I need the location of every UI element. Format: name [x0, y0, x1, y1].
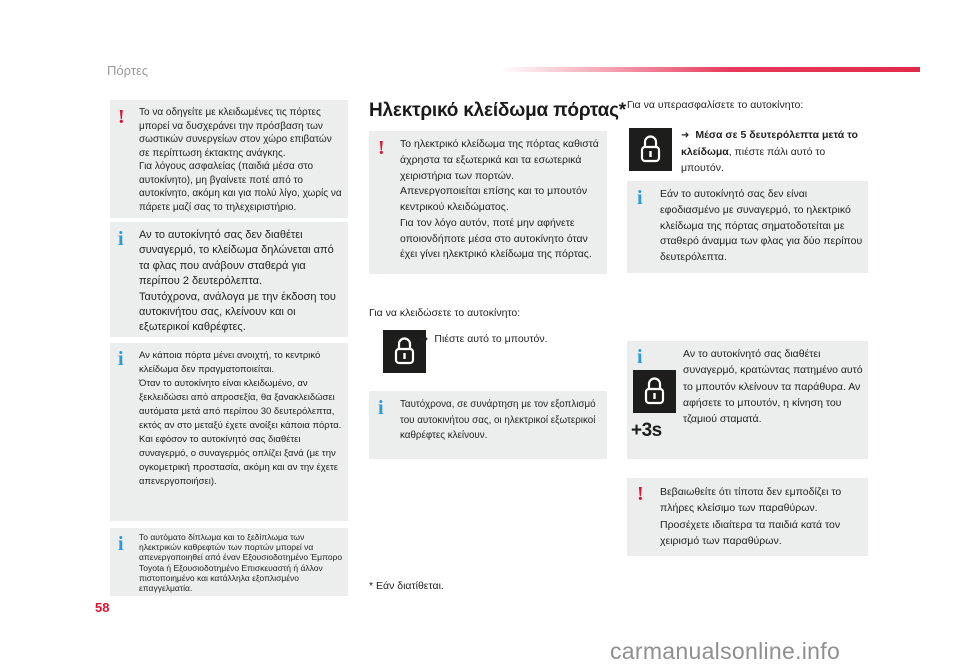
arrow-icon: ➜: [681, 130, 690, 141]
arrow-icon: ➜: [420, 334, 429, 345]
left-warning-text: Το να οδηγείτε με κλειδωμένες τις πόρτες μπορεί να δυσχεράνει την πρόσβαση των σωστικών συνεργείων στον χώρο επιβατών σε περίπτωση έκτακτης ανάγκης. Για λόγους ασφαλείας (παιδιά μέσα στο αυτοκίνητο), μη βγαίνετε ποτέ από το αυτοκίνητο, ακόμη και για πολύ λίγο, χωρίς να πάρετε μαζί σας το τηλεχειριστήριο.: [139, 107, 342, 213]
secure-step-rest: , πιέστε πάλι αυτό το μπουτόν.: [681, 145, 826, 174]
section-header: Πόρτες: [107, 63, 149, 78]
header-accent-bar: [500, 67, 920, 72]
plus-3s-badge: +3s: [631, 420, 662, 441]
secure-step-bold: Μέσα σε 5 δευτερόλεπτα μετά το κλείδωμα: [681, 129, 858, 158]
lock-button-icon: [633, 370, 676, 413]
secure-intro-text: Για να υπερασφαλίσετε το αυτοκίνητο:: [627, 99, 804, 111]
right-info-text-1: Εάν το αυτοκίνητό σας δεν είναι εφοδιασμένο με συναγερμό, το ηλεκτρικό κλείδωμα της πόρτας σηματοδοτείται με σταθερό άναμμα των φλας για δύο περίπου δευτερόλεπτα.: [660, 188, 863, 263]
page-title: Ηλεκτρικό κλείδωμα πόρτας*: [369, 100, 626, 121]
warning-icon: !: [118, 106, 125, 128]
right-warning-text: Βεβαιωθείτε ότι τίποτα δεν εμποδίζει το πλήρες κλείσιμο των παραθύρων. Προσέχετε ιδιαίτερα τα παιδιά κατά τον χειρισμό των παραθύρων.: [660, 486, 842, 547]
info-icon: i: [637, 346, 643, 368]
middle-info-text: Ταυτόχρονα, σε συνάρτηση με τον εξοπλισμό του αυτοκινήτου σας, οι ηλεκτρικοί εξωτερικοί καθρέφτες κλείνουν.: [400, 399, 596, 442]
footnote: * Εάν διατίθεται.: [369, 580, 444, 592]
lock-step-text: Πιέστε αυτό το μπουτόν.: [434, 333, 548, 345]
lock-intro-text: Για να κλειδώσετε το αυτοκίνητο:: [369, 307, 521, 319]
page-number: 58: [95, 600, 110, 615]
info-icon: i: [118, 348, 124, 370]
info-icon: i: [118, 533, 124, 555]
middle-warning-text: Το ηλεκτρικό κλείδωμα της πόρτας καθιστά άχρηστα τα εξωτερικά και τα εσωτερικά χειριστήρια των πορτών. Απενεργοποιείται επίσης και το μπουτόν κεντρικού κλειδώματος. Για τον λόγο αυτόν, ποτέ μην αφήνετε οποιονδήποτε μέσα στο αυτοκίνητο όταν έχει γίνει ηλεκτρικό κλείδωμα της πόρτας.: [400, 138, 599, 261]
warning-icon: !: [637, 483, 644, 505]
lock-button-icon: [629, 128, 672, 171]
left-info-text-3: Το αυτόματο δίπλωμα και το ξεδίπλωμα των ηλεκτρικών καθρεφτών των πορτών μπορεί να απενεργοποιηθεί από έναν Εξουσιοδοτημένο Έμπορο Toyota ή Εξουσιοδοτημένο Επισκευαστή ή άλλον πιστοποιημένο και κατάλληλα εξοπλισμένο επαγγελματία.: [139, 532, 343, 593]
watermark: carmanualsonline.info: [610, 638, 841, 664]
info-icon: i: [118, 228, 124, 250]
left-info-text-2: Αν κάποια πόρτα μένει ανοιχτή, το κεντρικό κλείδωμα δεν πραγματοποιείται. Όταν το αυτοκίνητο είναι κλειδωμένο, αν ξεκλειδώσει από απροσεξία, θα ξανακλειδώσει αυτόματα μετά από περίπου 30 δευτερόλεπτα, εκτός αν στο μεταξύ έχετε ανοίξει κάποια πόρτα. Και εφόσον το αυτοκίνητό σας διαθέτει συναγερμό, ο συναγερμός οπλίζει ξανά (με την ογκομετρική προστασία, ακόμη και αν την έχετε απενεργοποιήσει).: [139, 350, 342, 487]
info-icon: i: [378, 397, 384, 419]
warning-icon: !: [378, 137, 385, 159]
info-icon: i: [637, 187, 643, 209]
right-info-text-2: Αν το αυτοκίνητό σας διαθέτει συναγερμό, κρατώντας πατημένο αυτό το μπουτόν κλείνουν τα παράθυρα. Αν αφήσετε το μπουτόν, η κίνηση του τζαμιού σταματά.: [683, 348, 863, 426]
secure-step: [681, 127, 869, 176]
lock-step: [420, 333, 548, 345]
left-info-text-1: Αν το αυτοκίνητό σας δεν διαθέτει συναγερμό, το κλείδωμα δηλώνεται από τα φλας που ανάβουν σταθερά για περίπου 2 δευτερόλεπτα. Ταυτόχρονα, ανάλογα με την έκδοση του αυτοκινήτου σας, κλείνουν και οι εξωτερικοί καθρέφτες.: [139, 229, 336, 334]
